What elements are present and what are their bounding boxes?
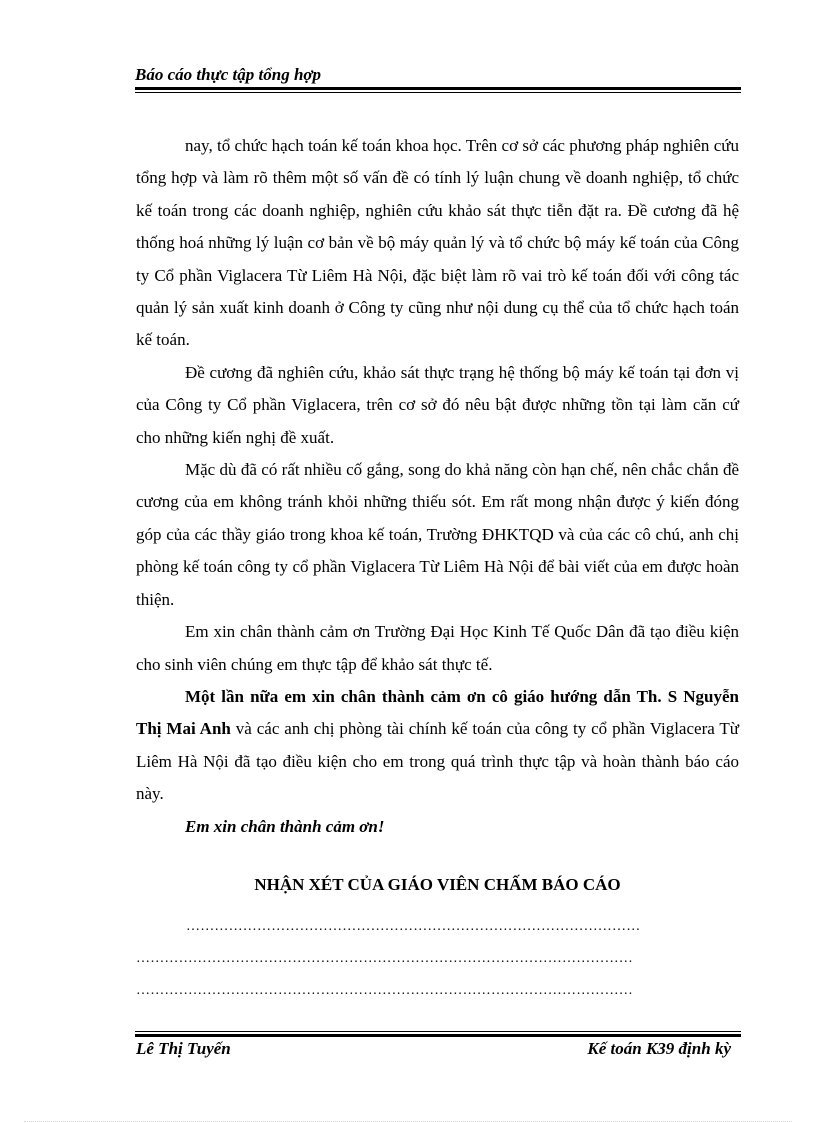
header-title: Báo cáo thực tập tổng hợp [135, 65, 322, 84]
footer-rule-thick [135, 1034, 741, 1037]
paragraph-5-rest: và các anh chị phòng tài chính kế toán của công ty cổ phần Viglacera Từ Liêm Hà Nội đã tạo điều kiện cho em trong quá trình thực tập và hoàn thành báo cáo này. [136, 719, 739, 804]
body-text [136, 130, 739, 843]
page-edge [24, 1121, 792, 1122]
footer-author: Lê Thị Tuyến [136, 1039, 231, 1058]
paragraph-5-bold: Một lần nữa em xin chân thành cảm ơn cô giáo hướng dẫn Th. S Nguyễn Thị Mai Anh [136, 686, 739, 739]
paragraph-1: nay, tổ chức hạch toán kế toán khoa học. Trên cơ sở các phương pháp nghiên cứu tổng hợp và làm rõ thêm một số vấn đề có tính lý luận chung về doanh nghiệp, tổ chức kế toán trong các doanh nghiệp, nghiên cứu khảo sát thực tiễn đặt ra. Đề cương đã hệ thống hoá những lý luận cơ bản về bộ máy quản lý và tổ chức bộ máy kế toán của Công ty Cổ phần Viglacera Từ Liêm Hà Nội, đặc biệt làm rõ vai trò kế toán đối với công tác quản lý sản xuất kinh doanh ở Công ty cũng như nội dung cụ thể của tổ chức hạch toán kế toán. [136, 136, 739, 350]
review-dots-line-3: …………………………………………………………………………………………… [136, 983, 633, 998]
review-dots-line-1: …………………………………………………………………………………… [186, 919, 641, 934]
review-heading: NHẬN XÉT CỦA GIÁO VIÊN CHẤM BÁO CÁO [254, 875, 621, 894]
paragraph-4: Em xin chân thành cảm ơn Trường Đại Học Kinh Tế Quốc Dân đã tạo điều kiện cho sinh viên chúng em thực tập để khảo sát thực tế. [136, 622, 739, 674]
footer-class: Kế toán K39 định kỳ [587, 1039, 731, 1058]
header-rule-thin [135, 92, 741, 93]
paragraph-3: Mặc dù đã có rất nhiều cố gắng, song do khả năng còn hạn chế, nên chắc chắn đề cương của em không tránh khỏi những thiếu sót. Em rất mong nhận được ý kiến đóng góp của các thầy giáo trong khoa kế toán, Trường ĐHKTQD và của các cô chú, anh chị phòng kế toán công ty cổ phần Viglacera Từ Liêm Hà Nội để bài viết của em được hoàn thiện. [136, 460, 739, 609]
header-rule-thick [135, 87, 741, 90]
paragraph-6 [136, 811, 739, 843]
paragraph-5 [136, 681, 739, 811]
review-dots-line-2: …………………………………………………………………………………………… [136, 951, 633, 966]
paragraph-2: Đề cương đã nghiên cứu, khảo sát thực trạng hệ thống bộ máy kế toán tại đơn vị của Công ty Cổ phần Viglacera, trên cơ sở đó nêu bật được những tồn tại làm căn cứ cho những kiến nghị đề xuất. [136, 362, 739, 447]
footer-rule-thin [135, 1031, 741, 1032]
closing-thanks: Em xin chân thành cảm ơn! [185, 816, 385, 836]
